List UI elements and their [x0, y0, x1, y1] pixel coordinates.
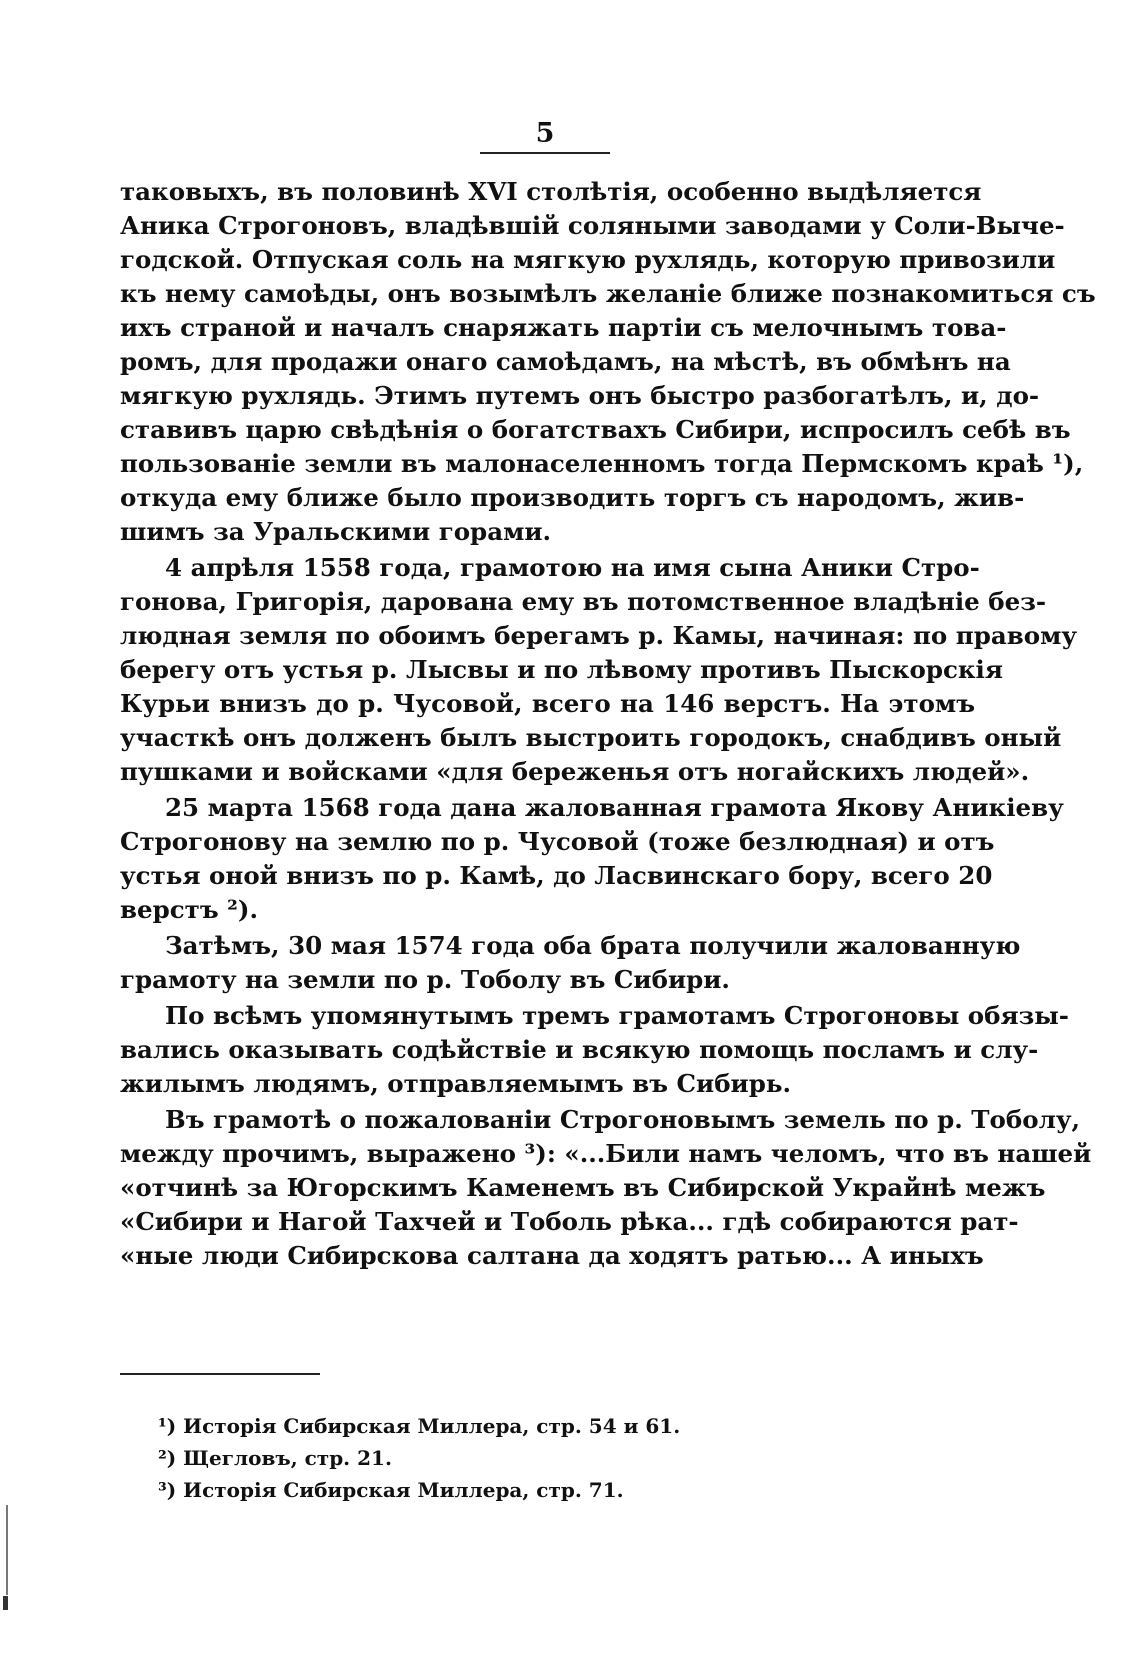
footnote: ¹) Исторія Сибирская Миллера, стр. 54 и 61. — [158, 1414, 681, 1438]
text-line: пушками и войсками «для береженья отъ ногайскихъ людей». — [120, 757, 1030, 786]
text-line: шимъ за Уральскими горами. — [120, 517, 552, 546]
text-line: 25 марта 1568 года дана жалованная грамота Якову Аникіеву — [165, 793, 1064, 822]
text-line: вались оказывать содѣйствіе и всякую помощь посламъ и слу- — [120, 1035, 1039, 1064]
text-line: мягкую рухлядь. Этимъ путемъ онъ быстро разбогатѣлъ, и, до- — [120, 381, 1040, 410]
text-line: таковыхъ, въ половинѣ XVI столѣтія, особенно выдѣляется — [120, 177, 982, 206]
text-line: откуда ему ближе было производить торгъ съ народомъ, жив- — [120, 483, 1025, 512]
text-line: ромъ, для продажи онаго самоѣдамъ, на мѣстѣ, въ обмѣнъ на — [120, 347, 1011, 376]
text-line: берегу отъ устья р. Лысвы и по лѣвому противъ Пыскорскія — [120, 655, 1003, 684]
text-line: ихъ страной и началъ снаряжать партіи съ мелочнымъ това- — [120, 313, 1007, 342]
text-line: Затѣмъ, 30 мая 1574 года оба брата получили жалованную — [165, 931, 1021, 960]
text-line: Курьи внизъ до р. Чусовой, всего на 146 верстъ. На этомъ — [120, 689, 975, 718]
text-line: верстъ ²). — [120, 895, 259, 924]
text-line: По всѣмъ упомянутымъ тремъ грамотамъ Строгоновы обязы- — [165, 1001, 1069, 1030]
text-line: Въ грамотѣ о пожалованіи Строгоновымъ земель по р. Тоболу, — [165, 1105, 1081, 1134]
footnote-rule — [120, 1373, 320, 1375]
text-line: къ нему самоѣды, онъ возымѣлъ желаніе ближе познакомиться съ — [120, 279, 1096, 308]
text-line: жилымъ людямъ, отправляемымъ въ Сибирь. — [120, 1069, 792, 1098]
text-line: «ные люди Сибирскова салтана да ходятъ ратью... А иныхъ — [120, 1241, 984, 1270]
scan-edge-notch — [3, 1596, 8, 1610]
text-line: устья оной внизъ по р. Камѣ, до Ласвинскаго бору, всего 20 — [120, 861, 993, 890]
text-line: 4 апрѣля 1558 года, грамотою на имя сына Аники Стро- — [165, 553, 980, 582]
text-line: «отчинѣ за Югорскимъ Каменемъ въ Сибирской Украйнѣ межъ — [120, 1173, 1046, 1202]
text-line: между прочимъ, выражено ³): «...Били намъ челомъ, что въ нашей — [120, 1139, 1092, 1168]
scan-edge-mark — [6, 1505, 8, 1595]
text-line: ставивъ царю свѣдѣнія о богатствахъ Сибири, испросилъ себѣ въ — [120, 415, 1071, 444]
text-line: «Сибири и Нагой Тахчей и Тоболь рѣка... гдѣ собираются рат- — [120, 1207, 1019, 1236]
text-line: пользованіе земли въ малонаселенномъ тогда Пермскомъ краѣ ¹), — [120, 449, 1084, 478]
footnote: ³) Исторія Сибирская Миллера, стр. 71. — [158, 1478, 624, 1502]
footnote: ²) Щегловъ, стр. 21. — [158, 1446, 392, 1470]
page-number: 5 — [535, 118, 555, 149]
text-line: людная земля по обоимъ берегамъ р. Камы, начиная: по правому — [120, 621, 1078, 650]
text-line: Строгонову на землю по р. Чусовой (тоже безлюдная) и отъ — [120, 827, 995, 856]
text-line: гонова, Григорія, дарована ему въ потомственное владѣніе без- — [120, 587, 1047, 616]
text-line: Аника Строгоновъ, владѣвшій соляными заводами у Соли-Выче- — [120, 211, 1065, 240]
text-line: годской. Отпуская соль на мягкую рухлядь, которую привозили — [120, 245, 1056, 274]
text-line: грамоту на земли по р. Тоболу въ Сибири. — [120, 965, 730, 994]
text-line: участкѣ онъ долженъ былъ выстроить городокъ, снабдивъ оный — [120, 723, 1062, 752]
page-number-rule — [480, 152, 610, 154]
